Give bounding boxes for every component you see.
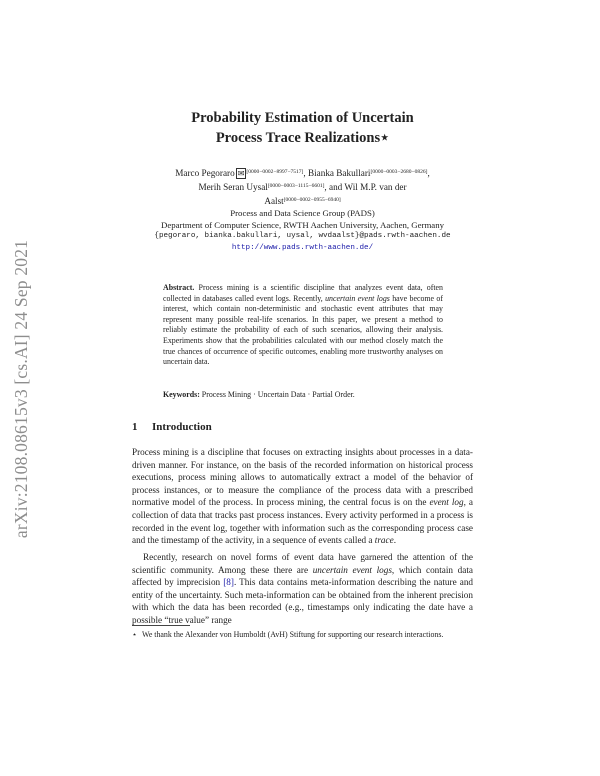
intro-paragraph-1: [132, 446, 473, 547]
paragraph-text: , which contain data affected by imprecision: [132, 564, 473, 588]
orcid-pegoraro[interactable]: [0000−0002−8997−7517]: [246, 169, 304, 175]
paragraph-text: Recently, research on novel forms of event data have garnered the attention of the scientific community. Among these there are: [132, 552, 473, 575]
footnote-rule: [132, 625, 190, 626]
group-name: Process and Data Science Group (PADS): [230, 208, 375, 218]
mail-icon[interactable]: ✉: [237, 169, 245, 178]
author-line-1: [135, 166, 470, 180]
affiliation-block: [135, 208, 470, 254]
citation-link[interactable]: [8]: [223, 577, 234, 588]
section-number: 1: [132, 421, 138, 433]
orcid-uysal[interactable]: [0000−0003−1115−6601]: [267, 183, 325, 189]
abstract-emphasis: uncertain event logs: [325, 293, 390, 303]
group-url-link[interactable]: http://www.pads.rwth-aachen.de/: [231, 243, 374, 252]
abstract-text: Process mining is a scientific discipline that analyzes event data, often collected in databases called event logs. Recently,: [163, 283, 443, 303]
orcid-bakullari[interactable]: [0000−0003−2680−0826]: [370, 169, 428, 175]
author-emails: {pegoraro, bianka.bakullari, uysal, wvdaalst}@pads.rwth-aachen.de: [154, 232, 451, 240]
footnote-mark: ⋆: [132, 630, 137, 639]
author-bakullari: Bianka Bakullari: [307, 168, 371, 178]
author-separator: ,: [427, 168, 430, 178]
paragraph-text: .: [393, 535, 396, 546]
keywords-label: Keywords:: [163, 390, 200, 399]
abstract: [163, 283, 443, 368]
paragraph-emphasis: event log: [429, 497, 464, 508]
paragraph-text: , a collection of data that tracks past process instances. Every activity performed in a process is recorded in the event log, together with information such as the corresponding process case and the timestamp of the activity, in a sequence of events called a: [132, 497, 474, 546]
author-separator: , and Wil M.P. van der: [324, 182, 407, 192]
paragraph-text: Process mining is a discipline that focuses on extracting insights about processes in a data-driven manner. For instance, on the basis of the recorded information on historical process executions, process mining allows to automatically extract a model of the behavior of process instances, or to measure the compliance of the process data with a prescribed normative model of the process. In process mining, the central focus is on the: [132, 447, 473, 508]
author-vanderaalst: Aalst: [264, 196, 284, 206]
paper-title: [130, 108, 475, 148]
author-list: [135, 166, 470, 208]
abstract-text: have become of interest, which contain non-deterministic and stochastic event attributes that may represent many possible real-life scenarios. In this paper, we present a method to reliably estimate the probability of each of such scenarios, allowing their analysis. Experiments show that the probabilities calculated with our method closely match the true chances of occurrence of specific outcomes, enabling more trustworthy analyses on uncertain data.: [163, 293, 443, 367]
keywords-text: Process Mining · Uncertain Data · Partial Order.: [199, 390, 355, 399]
paragraph-emphasis: trace: [374, 535, 394, 546]
section-title: Introduction: [152, 421, 212, 433]
author-separator: ,: [303, 168, 308, 178]
section-heading: [132, 421, 212, 433]
department: Department of Computer Science, RWTH Aachen University, Aachen, Germany: [160, 219, 445, 230]
intro-paragraph-2: [132, 551, 473, 627]
author-line-3: [135, 194, 470, 208]
footnote-text: We thank the Alexander von Humboldt (AvH) Stiftung for supporting our research interactions.: [142, 630, 444, 639]
arxiv-identifier: arXiv:2108.08615v3 [cs.AI] 24 Sep 2021: [11, 239, 31, 539]
author-pegoraro: Marco Pegoraro: [175, 168, 235, 178]
author-uysal: Merih Seran Uysal: [198, 182, 268, 192]
keywords: [163, 390, 443, 399]
paragraph-text: . This data contains meta-information describing the nature and entity of the uncertainty. Such meta-information can be obtained from the inherent precision with which the data has been recorded (e.g., timestamps only indicating the date have a possible “true value” range: [132, 577, 474, 625]
title-line-1: Probability Estimation of Uncertain: [191, 110, 414, 126]
title-line-2: Process Trace Realizations⋆: [215, 130, 390, 146]
abstract-label: Abstract.: [163, 283, 195, 292]
paragraph-emphasis: uncertain event logs: [312, 564, 392, 575]
author-line-2: [135, 180, 470, 194]
footnote: [132, 630, 473, 640]
orcid-vanderaalst[interactable]: [0000−0002−0955−6940]: [283, 197, 341, 203]
